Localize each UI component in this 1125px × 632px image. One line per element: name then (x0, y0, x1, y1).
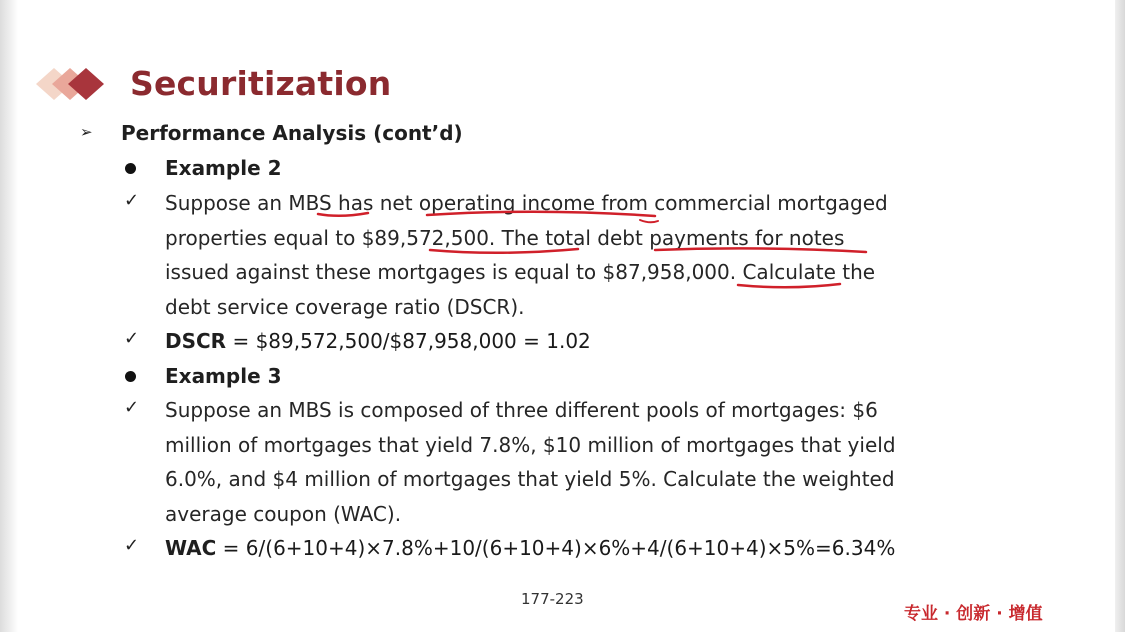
example-3-problem-line-3: 6.0%, and $4 million of mortgages that yield 5%. Calculate the weighted (165, 467, 895, 491)
checkmark-bullet-icon: ✓ (124, 535, 140, 556)
example-3-answer (165, 531, 895, 565)
example-3-label: Example 3 (165, 364, 282, 388)
right-edge-bar (1115, 0, 1125, 632)
example-2-answer (165, 324, 591, 358)
wac-label: WAC (165, 536, 217, 560)
arrowhead-bullet-icon: ➢ (80, 123, 93, 141)
brand-tagline: 专业 · 创新 · 增值 (904, 604, 1043, 624)
page-number: 177-223 (521, 590, 584, 608)
dscr-formula: = $89,572,500/$87,958,000 = 1.02 (226, 329, 591, 353)
section-heading: Performance Analysis (cont’d) (121, 121, 463, 145)
checkmark-bullet-icon: ✓ (124, 328, 140, 349)
example-2-problem-line-2: properties equal to $89,572,500. The total debt payments for notes (165, 225, 845, 250)
diamond-cluster-icon (34, 64, 120, 104)
left-edge-shadow (0, 0, 18, 632)
example-2-label: Example 2 (165, 156, 282, 180)
example-2-problem-line-3: issued against these mortgages is equal to $87,958,000. Calculate the (165, 260, 876, 284)
wac-formula: = 6/(6+10+4)×7.8%+10/(6+10+4)×6%+4/(6+10+4)×5%=6.34% (216, 536, 896, 560)
filled-circle-bullet-icon (125, 163, 136, 174)
filled-circle-bullet-icon (125, 371, 136, 382)
example-2-problem (165, 186, 1043, 324)
checkmark-bullet-icon: ✓ (124, 397, 140, 418)
slide-title: Securitization (130, 64, 392, 103)
example-3-problem-line-4: average coupon (WAC). (165, 501, 402, 526)
dscr-label: DSCR (165, 329, 227, 353)
example-2-problem-line-4: debt service coverage ratio (DSCR). (165, 294, 525, 319)
checkmark-bullet-icon: ✓ (124, 190, 140, 211)
example-3-problem-line-1: Suppose an MBS is composed of three different pools of mortgages: $6 (165, 398, 878, 422)
example-3-problem-line-2: million of mortgages that yield 7.8%, $10 million of mortgages that yield (165, 432, 896, 457)
example-2-problem-line-1: Suppose an MBS has net operating income from commercial mortgaged (165, 191, 888, 215)
example-3-problem (165, 393, 1043, 531)
